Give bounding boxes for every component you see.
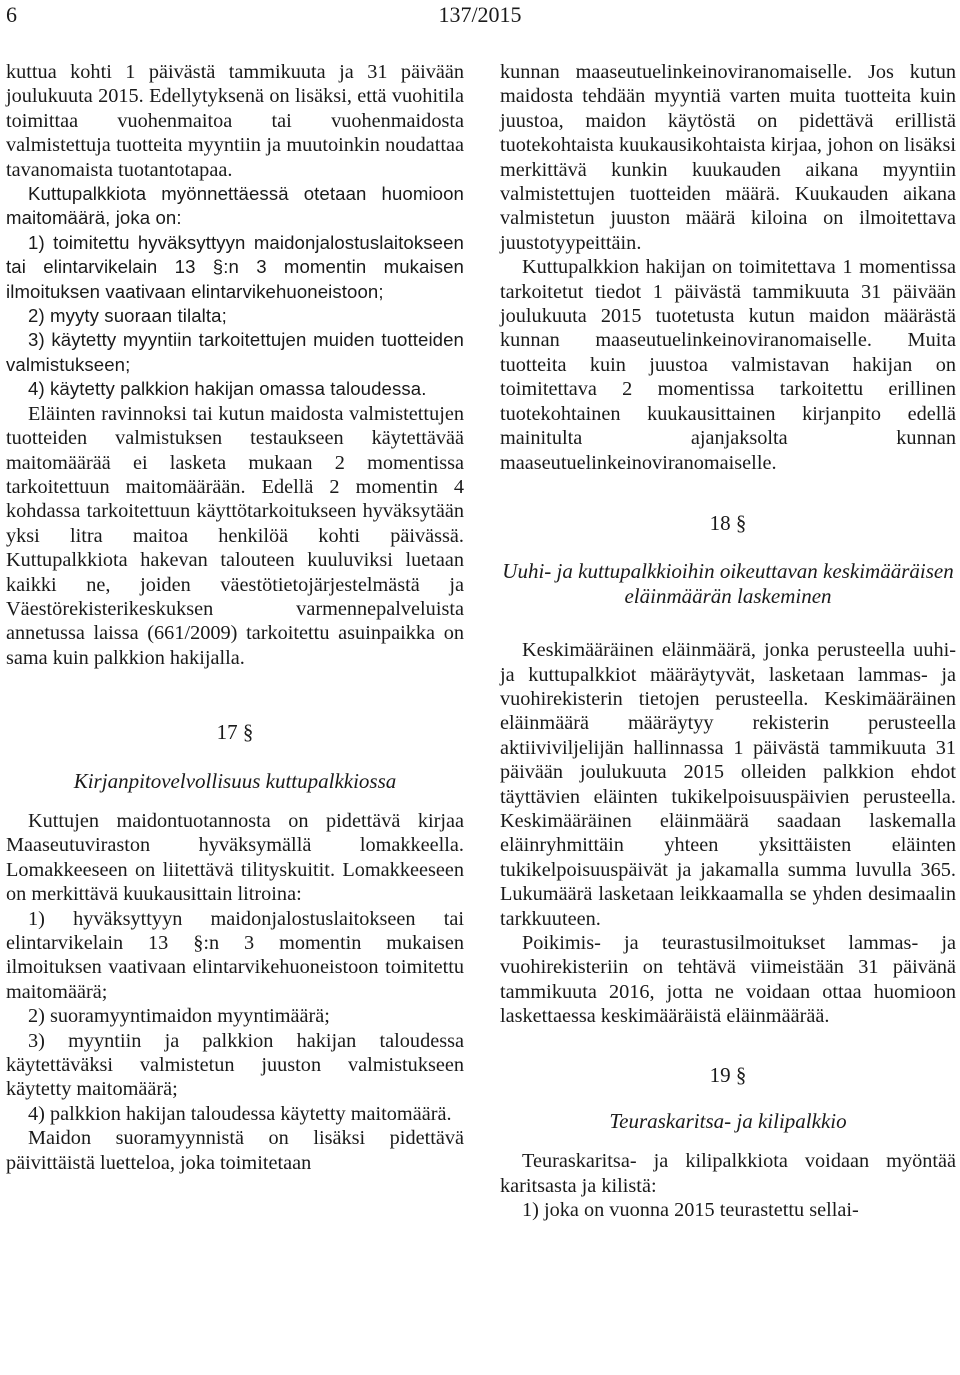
list-item: 1) joka on vuonna 2015 teurastettu sellai- xyxy=(522,1199,859,1222)
journal-number: 137/2015 xyxy=(438,2,522,27)
paragraph: Kuttujen maidontuotannosta on pidettävä kirjaa Maaseutuviraston hyväksymällä lomakkeella. Lomakkeeseen on liitettävä tilityskuitit. Lomakkeeseen on merkittävä kuukausittain litroina: xyxy=(6,809,464,906)
section-number: 19 § xyxy=(709,1062,747,1087)
paragraph: Eläinten ravinnoksi tai kutun maidosta valmistettujen tuotteiden valmistuksen testaukseen käytettävää maitomäärää ei lasketa mukaan 2 momentissa tarkoitettuun maitomäärään. Edellä 2 momentin 4 kohdassa tarkoitettuun käyttötarkoitukseen hyväksytään yksi litra maitoa henkilöä kohti päivässä. Kuttupalkkiota hakevan talouteen kuuluviksi luetaan kaikki ne, joiden väestötietojärjestelmästä ja Väestörekisterikeskuksen varmennepalveluista annetussa laissa (661/2009) tarkoitettu asuinpaikka on sama kuin palkkion hakijalla. xyxy=(6,402,464,669)
page-number: 6 xyxy=(6,2,17,27)
paragraph: Poikimis- ja teurastusilmoitukset lammas- ja vuohirekisteriin on tehtävä viimeistään 31 päivänä tammikuuta 2016, jotta ne voidaan ottaa huomioon laskettaessa keskimääräistä eläinmäärää. xyxy=(500,932,956,1028)
right-column xyxy=(500,60,956,1223)
paragraph: Maidon suoramyynnistä on lisäksi pidettävä päivittäistä luetteloa, joka toimitetaan xyxy=(6,1127,464,1174)
page-header xyxy=(0,0,960,40)
list-item: 4) käytetty palkkion hakijan omassa taloudessa. xyxy=(28,378,427,400)
paragraph: Keskimääräinen eläinmäärä, jonka perusteella uuhi- ja kuttupalkkiot määräytyvät, lasketaan lammas- ja vuohirekisterin tietojen perusteella. Keskimääräinen eläinmäärä määräytyy rekisterin perusteella aktiiviviljelijän hallinnassa 1 päivästä tammikuuta 31 päivään joulukuuta 2015 olleiden palkkion ehdot täyttävien eläinten tukikelpoisuuspäivien perusteella. Keskimääräinen eläinmäärä saadaan laskemalla eläinryhmittäin yhteen yksittäisten eläinten tukikelpoisuuspäivät ja jakamalla summa luvulla 365. Lukumäärä lasketaan leikkaamalla se yhden desimaalin tarkkuuteen. xyxy=(500,639,956,930)
paragraph: kuttua kohti 1 päivästä tammikuuta ja 31 päivään joulukuuta 2015. Edellytyksenä on lisäksi, että vuohitila toimittaa vuohenmaitoa tai vuohenmaidosta valmistettuja tuotteita myyntiin ja muutoinkin noudattaa tavanomaista tuotantotapaa. xyxy=(6,61,464,181)
left-column xyxy=(6,60,464,1175)
section-number: 18 § xyxy=(709,510,747,535)
paragraph: Kuttupalkkion hakijan on toimitettava 1 momentissa tarkoitetut tiedot 1 päivästä tammikuuta 31 päivään joulukuuta 2015 tuotetusta kutun maidon määrästä kunnan maaseutuelinkeinoviranomaiselle. Muita tuotteita kuin juustoa valmistavan hakijan on toimitettava 2 momentissa tarkoitettu erillinen tuotekohtainen kuukausittainen kirjanpito edellä mainitulta ajanjaksolta kunnan maaseutuelinkeinoviranomaiselle. xyxy=(500,256,956,474)
paragraph: Kuttupalkkiota myönnettäessä otetaan huomioon maitomäärä, joka on: xyxy=(6,183,464,229)
list-item: 3) käytetty myyntiin tarkoitettujen muiden tuotteiden valmistukseen; xyxy=(6,329,464,375)
section-title: Kirjanpitovelvollisuus kuttupalkkiossa xyxy=(73,768,397,793)
paragraph: kunnan maaseutuelinkeinoviranomaiselle. Jos kutun maidosta tehdään myyntiä varten muita tuotteita kuin juustoa, maidon käytöstä on pidettävä erillistä tuotekohtaista kuukausikohtaista kirjaa, johon on lisäksi merkittävä kunkin kuukauden aikana myyntiin valmistettujen tuotteiden määrä. Kuukauden aikana valmistetun juuston määrä kiloina on ilmoitettava juustotyypeittäin. xyxy=(500,61,956,254)
section-title: Teuraskaritsa- ja kilipalkkio xyxy=(609,1109,847,1134)
list-item: 1) toimitettu hyväksyttyyn maidonjalostuslaitokseen tai elintarvikelain 13 §:n 3 momentin mukaisen ilmoituksen vaativaan elintarvikehuoneistoon; xyxy=(6,231,464,302)
list-item: 4) palkkion hakijan taloudessa käytetty maitomäärä. xyxy=(28,1102,452,1125)
list-item: 2) suoramyyntimaidon myyntimäärä; xyxy=(28,1005,330,1028)
list-item: 1) hyväksyttyyn maidonjalostuslaitokseen tai elintarvikelain 13 §:n 3 momentin mukaisen ilmoituksen vaativaan elintarvikehuoneistoon toimitettu maitomäärä; xyxy=(6,907,464,1003)
list-item: 2) myyty suoraan tilalta; xyxy=(28,305,227,327)
section-title: Uuhi- ja kuttupalkkioihin oikeuttavan keskimääräisen eläinmäärän laskeminen xyxy=(502,559,954,608)
list-item: 3) myyntiin ja palkkion hakijan taloudessa käytettäväksi valmistetun juuston valmistukseen käytetty maitomäärä; xyxy=(6,1029,464,1101)
paragraph: Teuraskaritsa- ja kilipalkkiota voidaan myöntää karitsasta ja kilistä: xyxy=(500,1150,956,1197)
section-number: 17 § xyxy=(216,720,254,745)
